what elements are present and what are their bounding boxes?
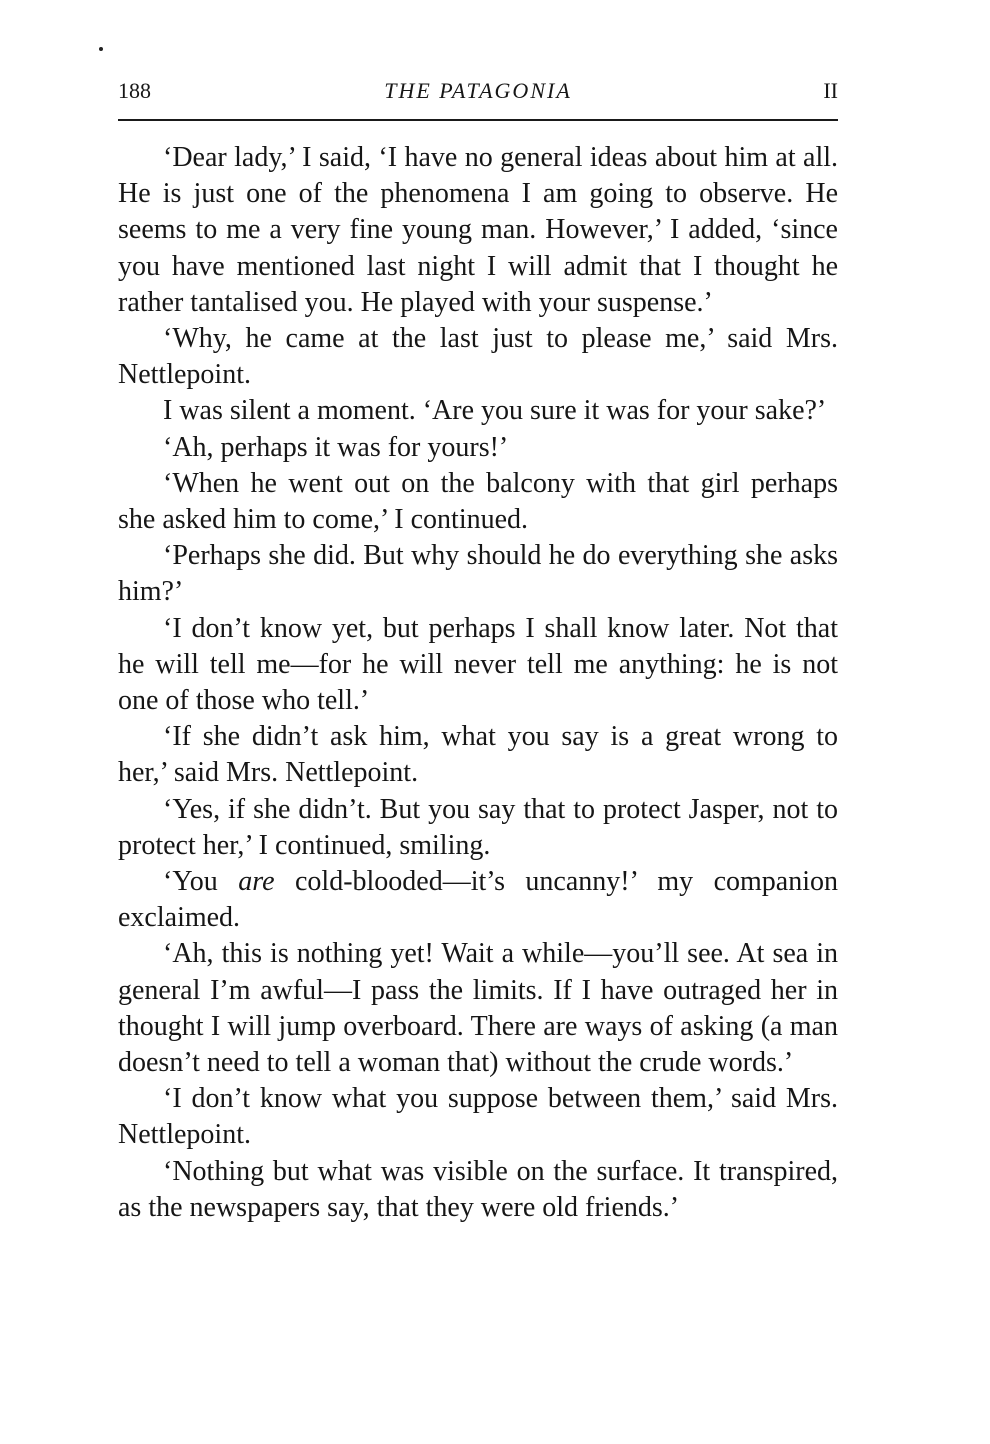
running-header <box>118 76 838 106</box>
paragraph: ‘I don’t know what you suppose between them,’ said Mrs. Nettlepoint. <box>118 1083 838 1151</box>
paragraph: ‘If she didn’t ask him, what you say is a great wrong to her,’ said Mrs. Nettlepoint. <box>118 721 838 789</box>
ink-speck <box>99 47 103 51</box>
paragraph-text: ‘You <box>163 866 239 898</box>
body-text <box>118 140 838 1226</box>
paragraph: ‘Perhaps she did. But why should he do everything she asks him?’ <box>118 540 838 608</box>
page-number: 188 <box>118 78 151 103</box>
header-rule <box>118 119 838 121</box>
paragraph: ‘I don’t know yet, but perhaps I shall know later. Not that he will tell me—for he will never tell me anything: he is not one of those who tell.’ <box>118 612 838 717</box>
chapter-number: II <box>823 78 838 103</box>
paragraph: ‘Ah, this is nothing yet! Wait a while—you’ll see. At sea in general I’m awful—I pass the limits. If I have outraged her in thought I will jump overboard. There are ways of asking (a man doesn’t need to tell a woman that) without the crude words.’ <box>118 938 838 1079</box>
paragraph: ‘Yes, if she didn’t. But you say that to protect Jasper, not to protect her,’ I continued, smiling. <box>118 793 838 861</box>
emphasis-text: are <box>238 866 275 898</box>
paragraph <box>118 864 838 936</box>
paragraph: I was silent a moment. ‘Are you sure it was for your sake?’ <box>163 395 827 427</box>
running-title: THE PATAGONIA <box>384 78 572 103</box>
paragraph: ‘When he went out on the balcony with that girl perhaps she asked him to come,’ I continued. <box>118 467 838 536</box>
paragraph: ‘Why, he came at the last just to please me,’ said Mrs. Nettlepoint. <box>118 323 838 391</box>
paragraph-text: cold-blooded—it’s uncanny!’ my companion exclaimed. <box>118 866 838 934</box>
paragraph: ‘Dear lady,’ I said, ‘I have no general ideas about him at all. He is just one of the phenomena I am going to observe. He seems to me a very fine young man. However,’ I added, ‘since you have mentioned last night I will admit that I thought he rather tantalised you. He played with your suspense.’ <box>118 142 838 318</box>
paragraph: ‘Nothing but what was visible on the surface. It transpired, as the newspapers say, that they were old friends.’ <box>118 1155 838 1223</box>
paragraph: ‘Ah, perhaps it was for yours!’ <box>163 431 509 463</box>
